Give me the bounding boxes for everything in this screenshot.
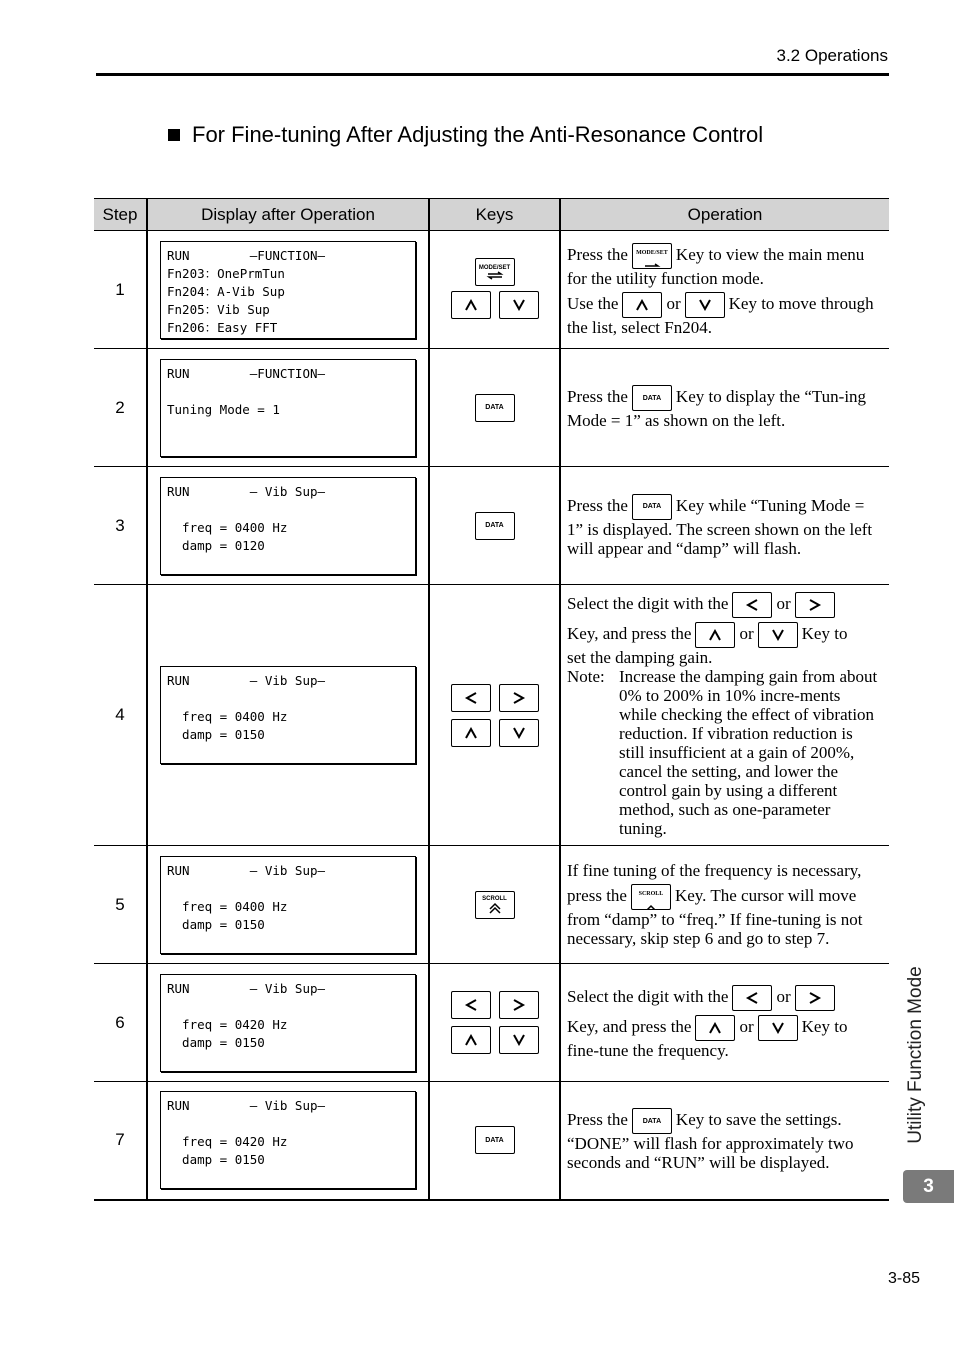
section-header: 3.2 Operations: [776, 46, 888, 65]
data-key[interactable]: DATA: [475, 394, 515, 422]
lcd-line: freq = 0420 Hz: [167, 1134, 288, 1150]
keys-cell: [429, 349, 560, 467]
col-header-keys: Keys: [429, 199, 560, 231]
up-arrow-icon: [708, 1022, 722, 1034]
down-key[interactable]: [499, 291, 539, 319]
step-number: 5: [94, 846, 147, 964]
keys-cell: [429, 585, 560, 846]
mode-set-key-inline: [632, 243, 672, 269]
scroll-key-label: SCROLL: [482, 895, 507, 902]
scroll-key-inline: [631, 884, 671, 910]
left-arrow-icon: [464, 998, 478, 1012]
chapter-tab: 3: [903, 1170, 954, 1203]
step-number: 4: [94, 585, 147, 846]
op-text: Key to display the “Tun-ing Mode = 1” as shown on the left.: [567, 386, 867, 430]
right-key-inline: [795, 592, 835, 618]
operation-cell: [560, 1082, 889, 1200]
down-key-inline: [758, 1015, 798, 1041]
data-key[interactable]: DATA: [475, 1126, 515, 1154]
operation-cell: [560, 964, 889, 1082]
lcd-line: RUN — Vib Sup—: [167, 483, 326, 499]
note-label: Note:: [567, 667, 605, 686]
lcd-line: RUN — Vib Sup—: [167, 862, 326, 878]
op-text: Key to: [801, 623, 848, 643]
scroll-key-label: SCROLL: [638, 891, 664, 897]
mode-set-icon: [643, 263, 661, 268]
up-key[interactable]: [451, 719, 491, 747]
display-cell: [147, 846, 429, 964]
op-text: or: [739, 623, 754, 643]
op-text: Key. The cursor will move from “damp” to “freq.” If fine-tuning is not necessary, skip step 6 and go to step 7.: [567, 885, 863, 948]
display-cell: [147, 349, 429, 467]
lcd-line: freq = 0400 Hz: [167, 519, 288, 535]
lcd-display: [160, 974, 416, 1072]
square-bullet-icon: [168, 129, 180, 141]
up-arrow-icon: [464, 727, 478, 739]
right-arrow-icon: [808, 598, 822, 612]
up-arrow-icon: [464, 299, 478, 311]
table-row: [94, 467, 889, 585]
lcd-line: Fn205：Vib Sup: [167, 301, 270, 317]
keys-cell: [429, 467, 560, 585]
table-row: [94, 231, 889, 349]
op-text: or: [776, 593, 791, 613]
op-text: Key to save the settings. “DONE” will flash for approximately two seconds and “RUN” will be displayed.: [567, 1110, 854, 1173]
down-arrow-icon: [771, 629, 785, 641]
down-arrow-icon: [771, 1022, 785, 1034]
note: [567, 667, 881, 838]
op-text: set the damping gain.: [567, 648, 713, 667]
keys-cell: [429, 846, 560, 964]
lcd-line: RUN — Vib Sup—: [167, 673, 326, 688]
section-title-text: For Fine-tuning After Adjusting the Anti-Resonance Control: [192, 122, 764, 147]
display-cell: [147, 585, 429, 846]
step-number: 3: [94, 467, 147, 585]
lcd-line: freq = 0400 Hz: [167, 709, 288, 724]
data-key[interactable]: DATA: [475, 512, 515, 540]
down-arrow-icon: [512, 299, 526, 311]
data-key-inline: DATA: [632, 1108, 672, 1134]
step-number: 1: [94, 231, 147, 349]
lcd-line: Fn204：A-Vib Sup: [167, 283, 285, 299]
down-key[interactable]: [499, 719, 539, 747]
double-up-arrow-icon: [488, 902, 502, 914]
display-cell: [147, 467, 429, 585]
lcd-line: [167, 880, 415, 898]
down-arrow-icon: [698, 299, 712, 311]
lcd-line: damp = 0120: [167, 537, 265, 553]
op-text: Key to move through the list, select Fn204.: [567, 293, 874, 337]
lcd-line: freq = 0420 Hz: [167, 1016, 288, 1032]
lcd-display: [160, 241, 416, 339]
lcd-line: RUN —FUNCTION—: [167, 247, 326, 263]
down-arrow-icon: [512, 727, 526, 739]
lcd-line: damp = 0150: [167, 916, 265, 932]
lcd-line: [167, 1115, 415, 1133]
op-text: or: [739, 1016, 754, 1036]
table-row: [94, 1082, 889, 1200]
up-key[interactable]: [451, 1026, 491, 1054]
lcd-line: RUN —FUNCTION—: [167, 365, 326, 381]
steps-table: [94, 198, 889, 1201]
up-arrow-icon: [635, 299, 649, 311]
op-text: fine-tune the frequency.: [567, 1041, 729, 1060]
lcd-line: damp = 0150: [167, 1034, 265, 1050]
up-key-inline: [695, 1015, 735, 1041]
right-arrow-icon: [512, 998, 526, 1012]
step-number: 6: [94, 964, 147, 1082]
step-number: 7: [94, 1082, 147, 1200]
table-row: [94, 964, 889, 1082]
op-text: Key, and press the: [567, 1016, 692, 1036]
table-header-row: [94, 199, 889, 231]
up-arrow-icon: [708, 629, 722, 641]
left-key-inline: [732, 985, 772, 1011]
lcd-line: Fn203：OnePrmTun: [167, 265, 285, 281]
lcd-line: RUN — Vib Sup—: [167, 1098, 326, 1114]
op-text: Use the: [567, 293, 619, 313]
left-key[interactable]: [451, 991, 491, 1019]
op-text: press the: [567, 885, 627, 905]
data-key-inline: DATA: [632, 385, 672, 411]
lcd-line: damp = 0150: [167, 1152, 265, 1168]
right-arrow-icon: [808, 991, 822, 1005]
lcd-line: damp = 0150: [167, 727, 265, 742]
down-arrow-icon: [512, 1034, 526, 1046]
lcd-line: RUN — Vib Sup—: [167, 980, 326, 996]
op-text: Press the: [567, 1110, 628, 1130]
display-cell: [147, 964, 429, 1082]
mode-set-key[interactable]: [475, 258, 515, 286]
table-row: [94, 846, 889, 964]
col-header-step: Step: [94, 199, 147, 231]
mode-set-key-label: MODE/SET: [636, 249, 668, 256]
lcd-display: [160, 856, 416, 954]
lcd-line: freq = 0400 Hz: [167, 898, 288, 914]
right-key[interactable]: [499, 684, 539, 712]
left-arrow-icon: [745, 991, 759, 1005]
op-text: Key while “Tuning Mode = 1” is displayed. The screen shown on the left will appear and “damp” will flash.: [567, 495, 873, 558]
up-key-inline: [622, 292, 662, 318]
keys-cell: [429, 1082, 560, 1200]
op-text: Select the digit with the: [567, 593, 729, 613]
scroll-key[interactable]: [475, 891, 515, 919]
op-text: or: [776, 986, 791, 1006]
operation-cell: [560, 349, 889, 467]
note-text: Increase the damping gain from about 0% to 200% in 10% incre-ments while checking the effect of vibration reduction. If vibration reduction is still insufficient at a gain of 200%, cancel the setting, and lower the control gain by using a different method, such as one-parameter tuning.: [619, 667, 878, 838]
up-arrow-icon: [464, 1034, 478, 1046]
table-row: [94, 585, 889, 846]
op-text: Select the digit with the: [567, 986, 729, 1006]
left-key[interactable]: [451, 684, 491, 712]
lcd-line: [167, 501, 415, 519]
header-rule: [96, 73, 889, 76]
op-text: Press the: [567, 495, 628, 515]
operation-cell: [560, 846, 889, 964]
lcd-line: Fn206：Easy FFT: [167, 319, 278, 335]
right-arrow-icon: [512, 691, 526, 705]
lcd-line: Tuning Mode = 1: [167, 401, 280, 417]
lcd-display: [160, 477, 416, 575]
op-text: Key to: [801, 1016, 848, 1036]
table-row: [94, 349, 889, 467]
lcd-line: [167, 690, 415, 708]
op-text: or: [666, 293, 681, 313]
lcd-line: [167, 998, 415, 1016]
section-title: [168, 122, 763, 148]
display-cell: [147, 231, 429, 349]
lcd-display: [160, 359, 416, 457]
down-key-inline: [758, 622, 798, 648]
mode-set-icon: [486, 271, 504, 280]
up-key[interactable]: [451, 291, 491, 319]
lcd-display: [160, 1091, 416, 1189]
operation-cell: [560, 585, 889, 846]
side-label-text: Utility Function Mode: [905, 966, 926, 1144]
operation-cell: [560, 231, 889, 349]
side-label: [896, 960, 936, 1150]
down-key-inline: [685, 292, 725, 318]
mode-set-key-label: MODE/SET: [478, 264, 511, 271]
operation-cell: [560, 467, 889, 585]
step-number: 2: [94, 349, 147, 467]
lcd-display: [160, 666, 416, 764]
keys-cell: [429, 231, 560, 349]
data-key-inline: DATA: [632, 494, 672, 520]
up-key-inline: [695, 622, 735, 648]
right-key-inline: [795, 985, 835, 1011]
op-text: If fine tuning of the frequency is necessary,: [567, 861, 862, 880]
display-cell: [147, 1082, 429, 1200]
left-arrow-icon: [464, 691, 478, 705]
left-arrow-icon: [745, 598, 759, 612]
col-header-operation: Operation: [560, 199, 889, 231]
op-text: Press the: [567, 244, 628, 264]
lcd-line: [167, 383, 415, 401]
op-text: Press the: [567, 386, 628, 406]
op-text: Key, and press the: [567, 623, 692, 643]
page-number: 3-85: [887, 1270, 920, 1287]
right-key[interactable]: [499, 991, 539, 1019]
keys-cell: [429, 964, 560, 1082]
left-key-inline: [732, 592, 772, 618]
op-text: Key to view the main menu for the utility function mode.: [567, 244, 865, 288]
col-header-display: Display after Operation: [147, 199, 429, 231]
double-up-arrow-icon: [644, 904, 658, 909]
down-key[interactable]: [499, 1026, 539, 1054]
